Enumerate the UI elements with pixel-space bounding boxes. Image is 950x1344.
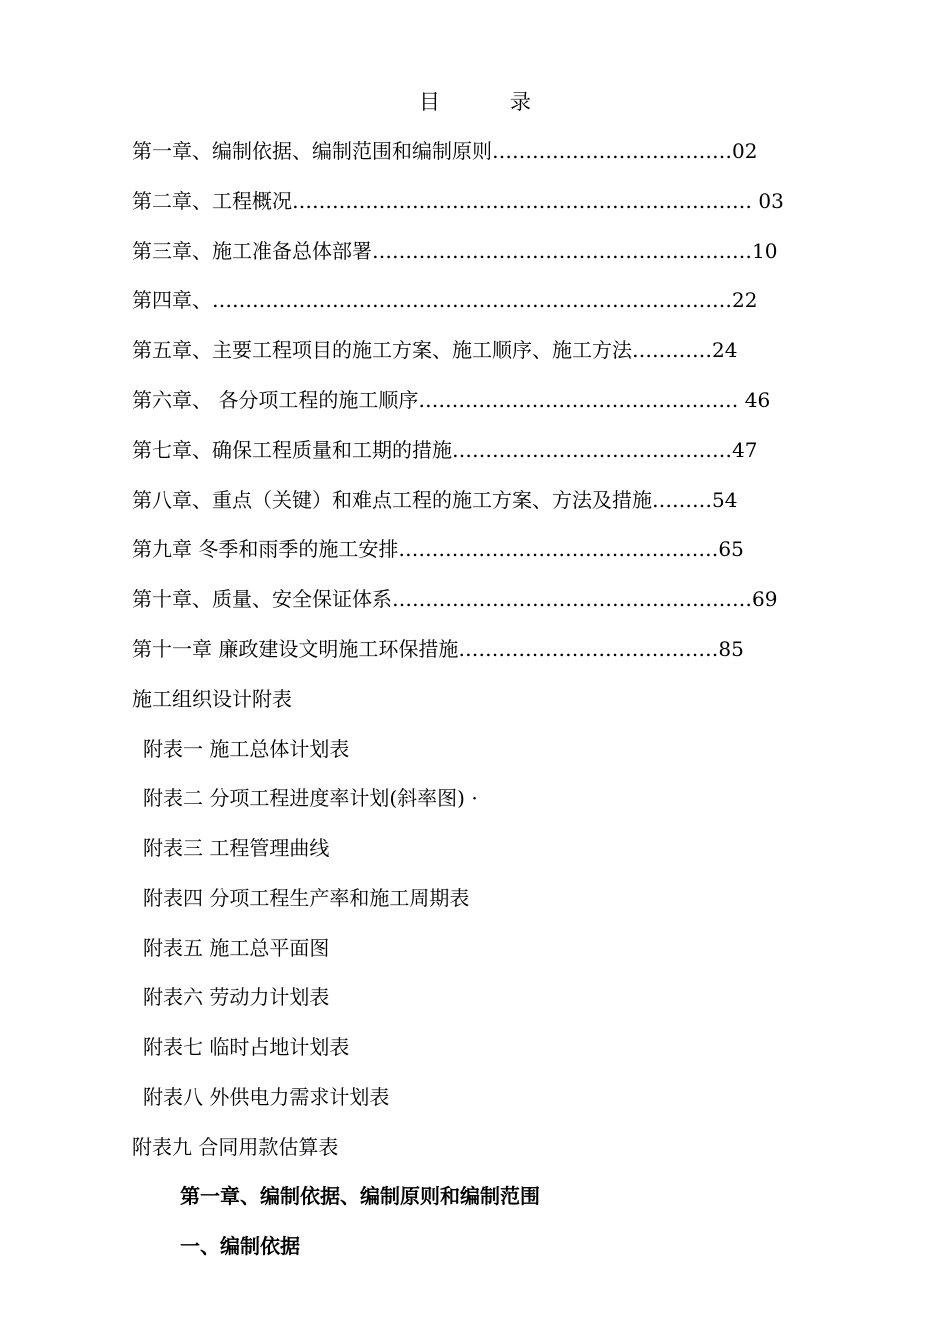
toc-title bbox=[0, 86, 950, 116]
toc-entry: 第二章、工程概况…………………………………………………………… 03 bbox=[132, 189, 784, 213]
toc-entry: 第十章、质量、安全保证体系………………………………………………69 bbox=[132, 587, 778, 611]
chapter-heading: 第一章、编制依据、编制原则和编制范围 bbox=[180, 1184, 540, 1208]
toc-title-char-1: 目 bbox=[419, 90, 440, 114]
appendix-item: 附表七 临时占地计划表 bbox=[143, 1035, 350, 1059]
toc-entry: 第四章、……………………………………………………………………22 bbox=[132, 288, 758, 312]
toc-entry: 第一章、编制依据、编制范围和编制原则………………………………02 bbox=[132, 139, 758, 163]
toc-entry: 第八章、重点（关键）和难点工程的施工方案、方法及措施………54 bbox=[132, 488, 738, 512]
appendix-item: 附表八 外供电力需求计划表 bbox=[143, 1085, 390, 1109]
toc-entry: 第三章、施工准备总体部署…………………………………………………10 bbox=[132, 239, 778, 263]
toc-entry: 第七章、确保工程质量和工期的措施……………………………………47 bbox=[132, 438, 758, 462]
appendix-item: 附表一 施工总体计划表 bbox=[143, 737, 350, 761]
toc-entry: 第十一章 廉政建设文明施工环保措施…………………………………85 bbox=[132, 637, 744, 661]
appendix-item: 附表三 工程管理曲线 bbox=[143, 836, 330, 860]
toc-entry: 第六章、 各分项工程的施工顺序………………………………………… 46 bbox=[132, 388, 771, 412]
appendix-item: 附表六 劳动力计划表 bbox=[143, 985, 330, 1009]
appendix-item: 附表五 施工总平面图 bbox=[143, 936, 330, 960]
appendix-item-last: 附表九 合同用款估算表 bbox=[132, 1135, 339, 1159]
section-heading: 一、编制依据 bbox=[180, 1234, 300, 1258]
appendix-item: 附表四 分项工程生产率和施工周期表 bbox=[143, 886, 470, 910]
toc-title-char-2: 录 bbox=[510, 90, 531, 114]
toc-entry: 第九章 冬季和雨季的施工安排…………………………………………65 bbox=[132, 537, 744, 561]
toc-entry: 第五章、主要工程项目的施工方案、施工顺序、施工方法…………24 bbox=[132, 338, 738, 362]
appendix-item: 附表二 分项工程进度率计划(斜率图) · bbox=[143, 786, 478, 810]
appendix-heading: 施工组织设计附表 bbox=[132, 687, 292, 711]
